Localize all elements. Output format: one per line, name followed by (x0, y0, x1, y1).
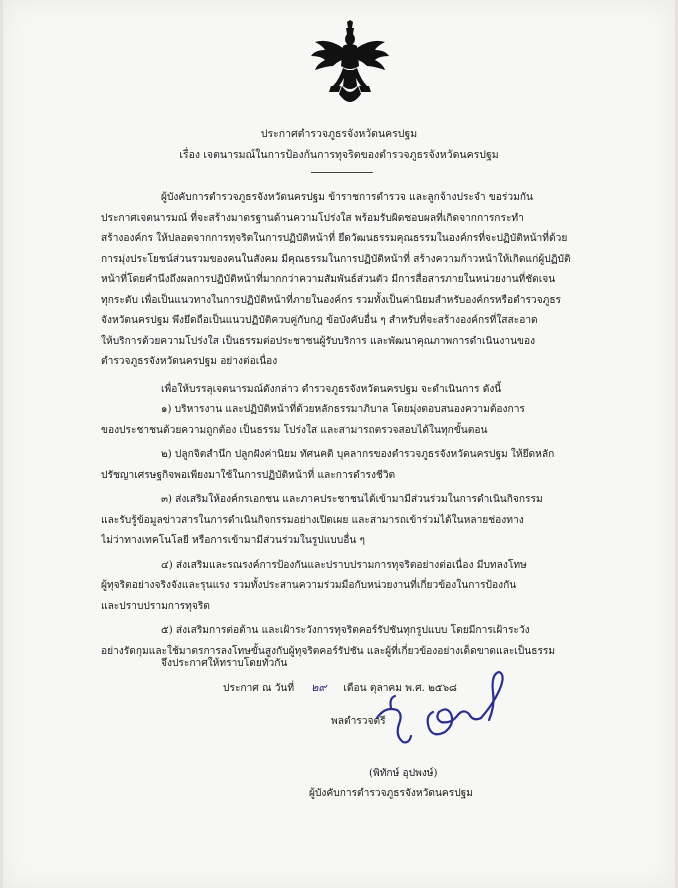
document-subject: เรื่อง เจตนารมณ์ในการป้องกันการทุจริตของตำรวจภูธรจังหวัดนครปฐม (179, 149, 499, 161)
purpose-paragraph (101, 380, 601, 401)
paragraph-line: สร้างองค์กร ให้ปลอดจากการทุจริตในการปฏิบัติหน้าที่ ยึดวัฒนธรรมคุณธรรมในองค์กรที่จะปฏิบัติหน้าที่ด้วย (101, 233, 568, 244)
list-item-line: ผู้ทุจริตอย่างจริงจังและรุนแรง รวมทั้งประสานความร่วมมือกับหน่วยงานที่เกี่ยวข้องในการป้องกัน (101, 580, 517, 591)
date-year-label: พ.ศ. (405, 683, 425, 694)
date-month-label: เดือน (343, 683, 367, 694)
paragraph-line: การมุ่งประโยชน์ส่วนรวมของคนในสังคม มีคุณธรรมในการปฏิบัติหน้าที่ สร้างความก้าวหน้าให้เกิดแก่ผู้ปฏิบัติ (101, 253, 571, 265)
list-item-line: และรับรู้ข้อมูลข่าวสารในการดำเนินกิจกรรมอย่างเปิดเผย และสามารถเข้าร่วมได้ในหลายช่องทาง (101, 514, 524, 526)
list-item-line: ปรัชญาเศรษฐกิจพอเพียงมาใช้ในการปฏิบัติหน้าที่ และการดำรงชีวิต (101, 469, 396, 481)
document-page (3, 0, 675, 888)
list-item-line: ๔) ส่งเสริมและรณรงค์การป้องกันและปราบปรามการทุจริตอย่างต่อเนื่อง มีบทลงโทษ (161, 559, 527, 571)
paragraph-line: จังหวัดนครปฐม พึงยึดถือเป็นแนวปฏิบัติควบคู่กับกฎ ข้อบังคับอื่น ๆ สำหรับที่จะสร้างองค์กรที่ใสสะอาด (101, 315, 538, 326)
document-title: ประกาศตำรวจภูธรจังหวัดนครปฐม (260, 128, 418, 140)
title-underline (311, 172, 373, 173)
list-item-line: อย่างรัดกุมและใช้มาตรการลงโทษขั้นสูงกับผู้ทุจริตคอร์รัปชัน และผู้ที่เกี่ยวข้องอย่างเด็ดขาดและเป็นธรรม (101, 645, 556, 657)
purpose-line: เพื่อให้บรรลุเจตนารมณ์ดังกล่าว ตำรวจภูธรจังหวัดนครปฐม จะดำเนินการ ดังนี้ (161, 384, 502, 395)
date-month: ตุลาคม (369, 683, 402, 694)
list-item (101, 445, 601, 486)
closing-statement: จึงประกาศให้ทราบโดยทั่วกัน (161, 658, 288, 669)
garuda-emblem-icon (309, 20, 391, 110)
date-prefix: ประกาศ ณ วันที่ (223, 683, 295, 694)
date-year: ๒๕๖๘ (428, 683, 457, 694)
handwritten-signature (369, 662, 519, 752)
list-item (101, 556, 601, 618)
paragraph-line: หน้าที่โดยคำนึงถึงผลการปฏิบัติหน้าที่มากกว่าความสัมพันธ์ส่วนตัว มีการสื่อสารภายในหน่วยงานที่ชัดเจน (101, 274, 556, 285)
list-item-line: ไม่ว่าทางเทคโนโลยี หรือการเข้ามามีส่วนร่วมในรูปแบบอื่น ๆ (101, 535, 366, 546)
paragraph-line: ให้บริการด้วยความโปร่งใส เป็นธรรมต่อประชาชนผู้รับบริการ และพัฒนาคุณภาพการดำเนินงานของ (101, 335, 536, 347)
measures-list (101, 400, 601, 662)
paragraph-line: ตำรวจภูธรจังหวัดนครปฐม อย่างต่อเนื่อง (101, 356, 278, 367)
list-item (101, 490, 601, 552)
paragraph-line: ทุกระดับ เพื่อเป็นแนวทางในการปฏิบัติหน้าที่ภายในองค์กร รวมทั้งเป็นค่านิยมสำหรับองค์กรหรือตำรวจภูธร (101, 294, 562, 306)
list-item-line: และปราบปรามการทุจริต (101, 600, 210, 612)
date-day: ๒๙ (311, 681, 327, 694)
list-item-line: ๓) ส่งเสริมให้องค์กรเอกชน และภาคประชาชนได้เข้ามามีส่วนร่วมในการดำเนินกิจกรรม (161, 494, 543, 505)
list-item-line: ๒) ปลูกจิตสำนึก ปลูกฝังค่านิยม ทัศนคติ บุคลากรของตำรวจภูธรจังหวัดนครปฐม ให้ยึดหลัก (161, 449, 555, 460)
signatory-title: ผู้บังคับการตำรวจภูธรจังหวัดนครปฐม (309, 788, 474, 799)
list-item-line: ๕) ส่งเสริมการต่อต้าน และเฝ้าระวังการทุจริตคอร์รัปชันทุกรูปแบบ โดยมีการเฝ้าระวัง (161, 625, 530, 636)
signatory-name: (พิทักษ์ อุปพงษ์) (369, 768, 438, 779)
paragraph-line: ผู้บังคับการตำรวจภูธรจังหวัดนครปฐม ข้าราชการตำรวจ และลูกจ้างประจำ ขอร่วมกัน (161, 192, 533, 203)
intro-paragraph (101, 188, 601, 373)
list-item (101, 400, 601, 441)
paragraph-line: ประกาศเจตนารมณ์ ที่จะสร้างมาตรฐานด้านความโปร่งใส พร้อมรับผิดชอบผลที่เกิดจากการกระทำ (101, 212, 524, 224)
list-item-line: ๑) บริหารงาน และปฏิบัติหน้าที่ด้วยหลักธรรมาภิบาล โดยมุ่งตอบสนองความต้องการ (161, 404, 525, 415)
list-item-line: ของประชาชนด้วยความถูกต้อง เป็นธรรม โปร่งใส และสามารถตรวจสอบได้ในทุกขั้นตอน (101, 424, 488, 436)
signatory-rank: พลตำรวจตรี (331, 716, 386, 727)
